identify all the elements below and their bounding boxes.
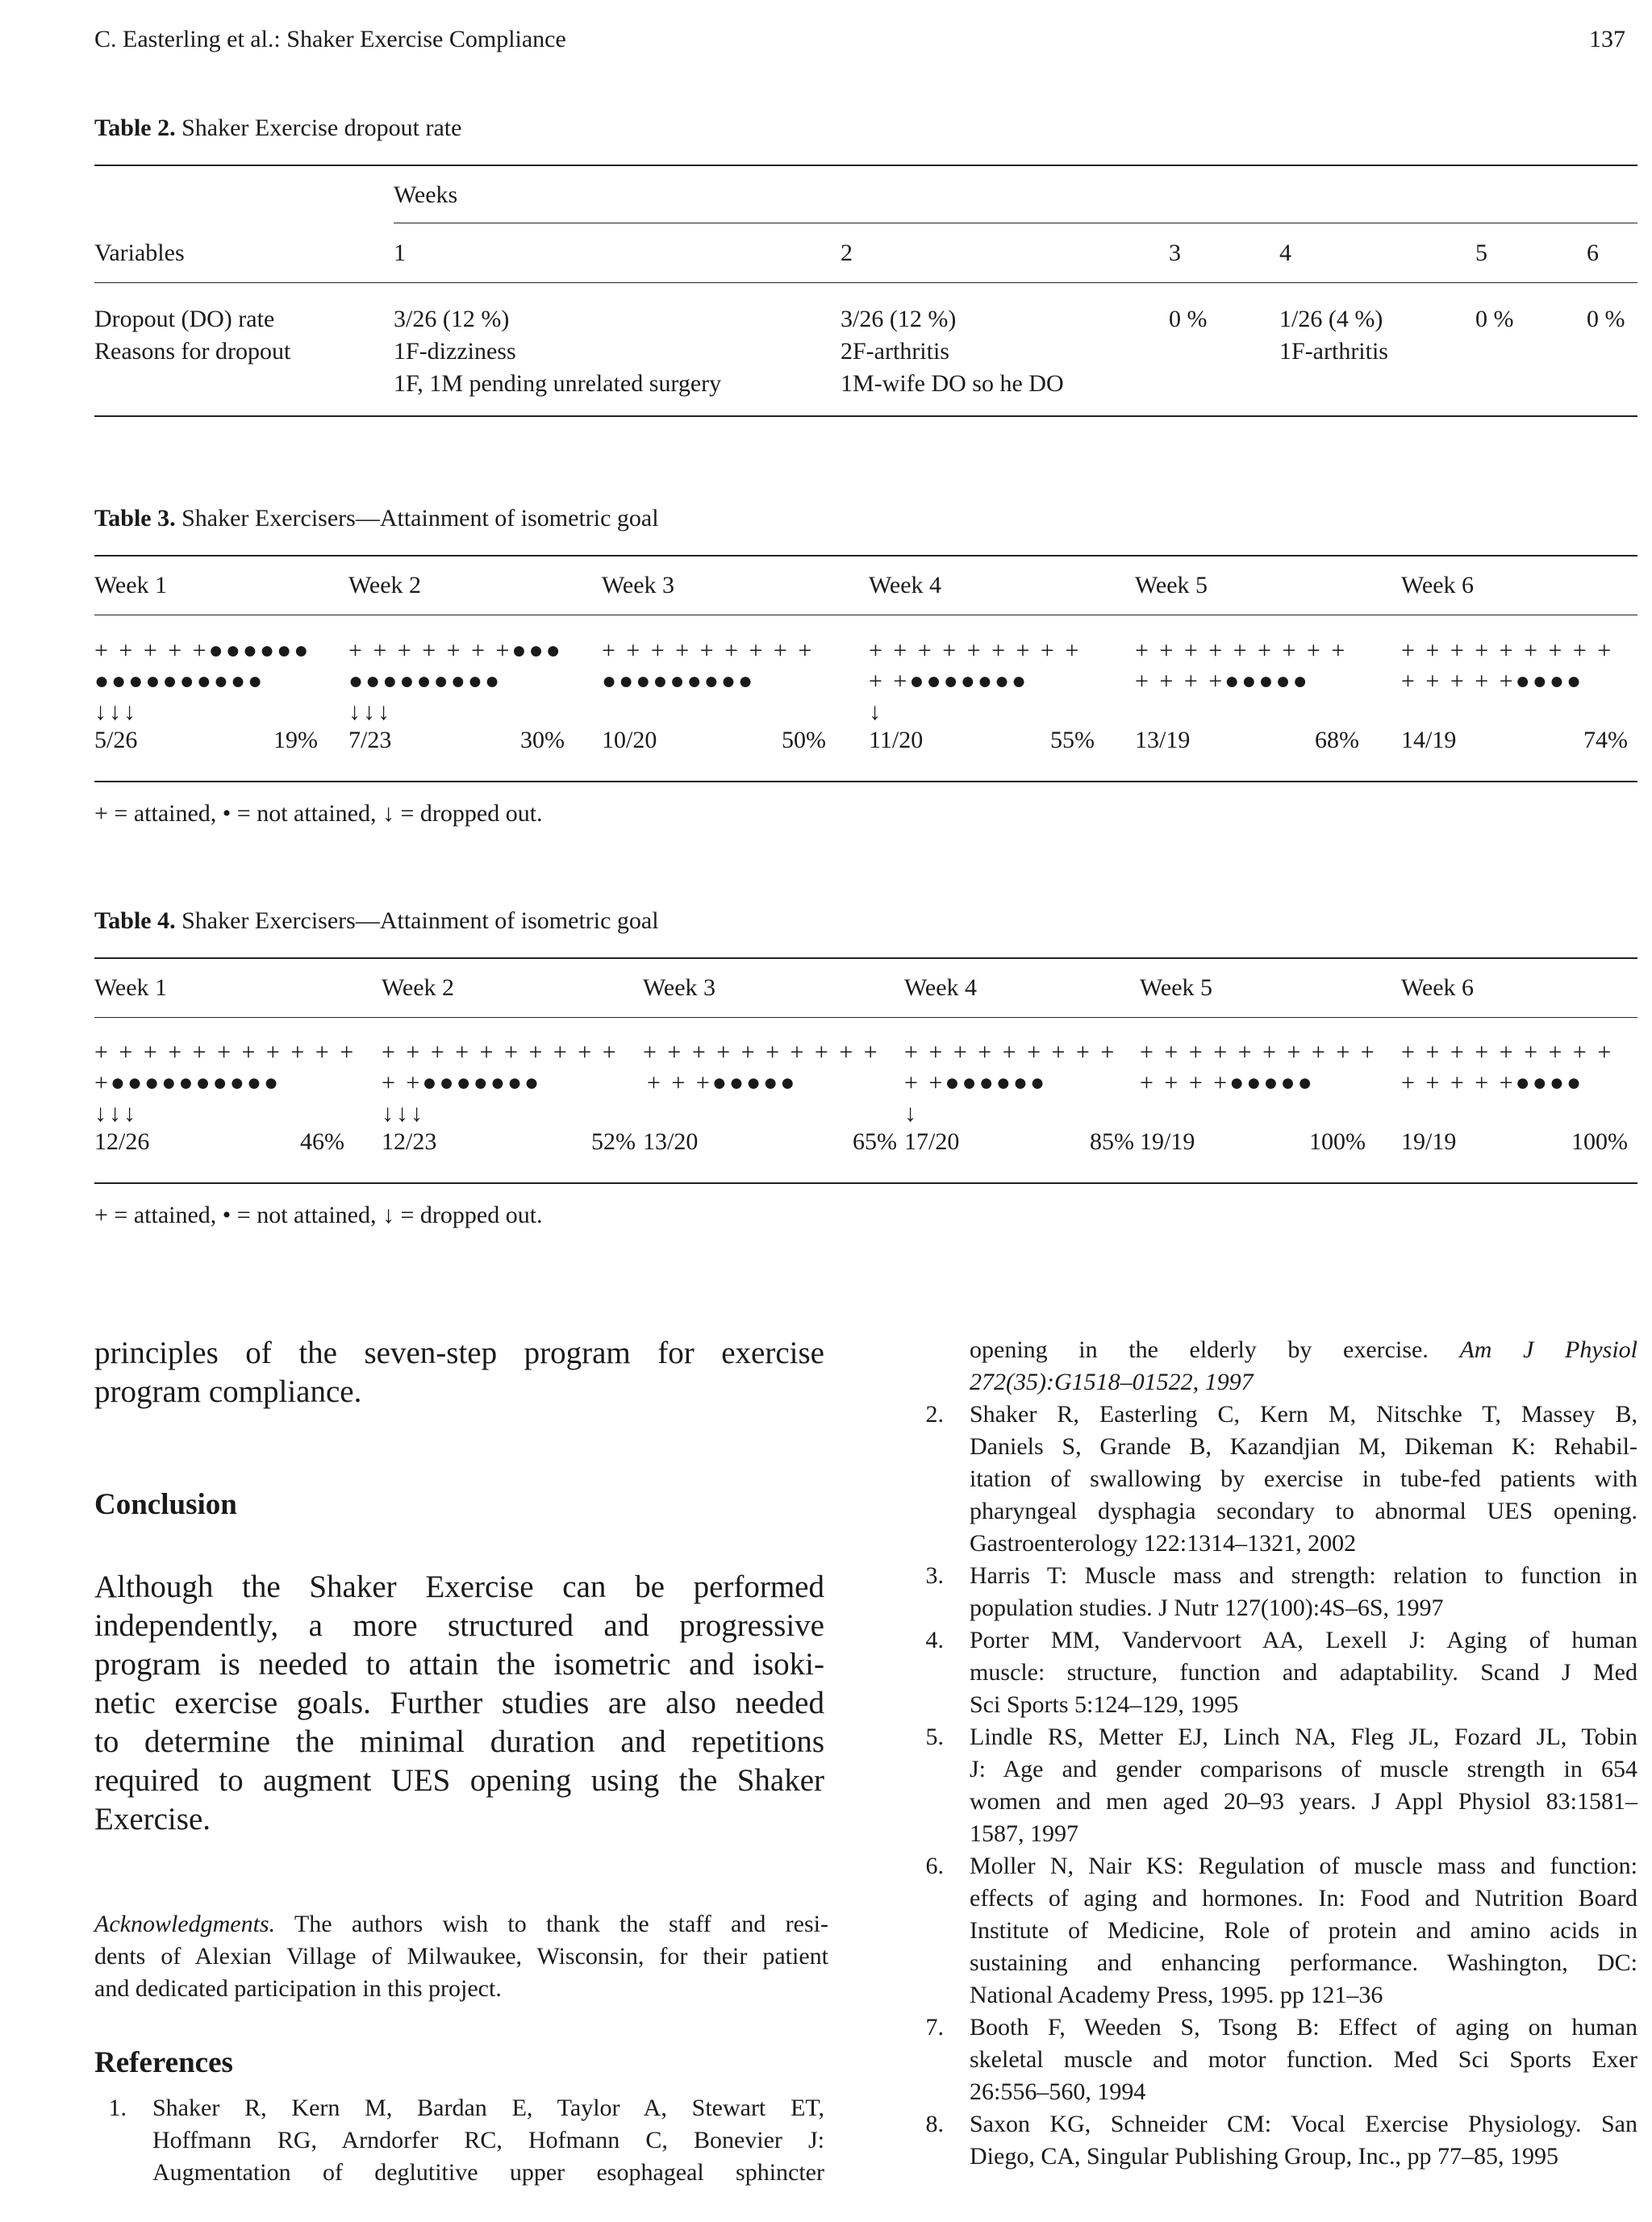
- ref-7-line-2: skeletal muscle and motor function. Med Sci Sports Exer: [970, 2046, 1637, 2073]
- ref-7-line-3: 26:556–560, 1994: [970, 2078, 1146, 2105]
- ref-1-journal: Am J Physiol: [1459, 1336, 1637, 1363]
- table4-week6-header: Week 6: [1401, 974, 1475, 1001]
- conclusion-line-1: Although the Shaker Exercise can be performed: [94, 1570, 824, 1604]
- table4-w6-percent: 100%: [1571, 1128, 1628, 1155]
- table2-top-rule: [94, 165, 1637, 166]
- table2-row1-week3: 0 %: [1169, 306, 1208, 332]
- table3-week3-header: Week 3: [602, 572, 675, 598]
- table4-w2-percent: 52%: [591, 1128, 636, 1155]
- ref-5-line-4: 1587, 1997: [970, 1820, 1078, 1847]
- ref-4-line-2: muscle: structure, function and adaptability. Scand J Med: [970, 1659, 1637, 1686]
- ref-1-cont-line-1: opening in the elderly by exercise.: [970, 1336, 1429, 1363]
- table4-w4-fraction: 17/20: [904, 1128, 960, 1155]
- table4-w1-line2: +●●●●●●●●●●: [94, 1069, 282, 1096]
- table2-week-6: 6: [1587, 240, 1599, 266]
- table2-reason-w1b: 1F, 1M pending unrelated surgery: [394, 370, 722, 397]
- table3-label: Table 3.: [94, 505, 176, 532]
- table4-w4-percent: 85%: [1090, 1128, 1134, 1155]
- table3-w2-dropouts: ↓↓↓: [348, 698, 392, 725]
- ref-4-number: 4.: [925, 1627, 944, 1653]
- ref-3-number: 3.: [925, 1562, 944, 1589]
- table3-w5-line2: + + + +●●●●●: [1135, 668, 1310, 694]
- ref-1-line-1: Shaker R, Kern M, Bardan E, Taylor A, Stewart ET,: [152, 2095, 824, 2121]
- ref-8-line-2: Diego, CA, Singular Publishing Group, Inc., pp 77–85, 1995: [970, 2143, 1558, 2170]
- table2-row1-week5: 0 %: [1475, 306, 1514, 332]
- table2-row1-week6: 0 %: [1587, 306, 1625, 332]
- table2-header-rule: [94, 282, 1637, 283]
- ref-1-line-2: Hoffmann RG, Arndorfer RC, Hofmann C, Bonevier J:: [152, 2127, 824, 2153]
- conclusion-line-4: netic exercise goals. Further studies are also needed: [94, 1686, 824, 1720]
- table4-w3-fraction: 13/20: [643, 1128, 699, 1155]
- ref-6-number: 6.: [925, 1853, 944, 1879]
- table2-reason-w2b: 1M-wife DO so he DO: [841, 370, 1064, 397]
- ref-3-line-2: population studies. J Nutr 127(100):4S–6S, 1997: [970, 1595, 1444, 1621]
- table3-w5-line1: + + + + + + + + +: [1135, 637, 1348, 664]
- conclusion-line-3: program is needed to attain the isometric and isoki-: [94, 1647, 824, 1682]
- table4-w1-dropouts: ↓↓↓: [94, 1100, 138, 1127]
- intro-paragraph: [94, 1334, 824, 1411]
- ref-1-line-3: Augmentation of deglutitive upper esophageal sphincter: [152, 2159, 824, 2186]
- table3-w2-line1: + + + + + + +●●●: [348, 637, 563, 664]
- conclusion-heading: Conclusion: [94, 1488, 237, 1521]
- ref-4-line-1: Porter MM, Vandervoort AA, Lexell J: Aging of human: [970, 1627, 1637, 1653]
- table2-reason-w1a: 1F-dizziness: [394, 338, 516, 365]
- table4-w1-line1: + + + + + + + + + + +: [94, 1039, 357, 1065]
- table2-caption: [94, 115, 461, 142]
- ack-line-3: and dedicated participation in this project.: [94, 1975, 502, 2002]
- conclusion-line-7: Exercise.: [94, 1802, 211, 1836]
- table4-legend: + = attained, • = not attained, ↓ = dropped out.: [94, 1202, 543, 1228]
- ack-line-1: The authors wish to thank the staff and resi-: [294, 1911, 828, 1937]
- ref-2-line-1: Shaker R, Easterling C, Kern M, Nitschke T, Massey B,: [970, 1401, 1637, 1428]
- table4-week2-header: Week 2: [382, 974, 455, 1001]
- table3-w4-dropouts: ↓: [869, 698, 883, 725]
- table4-w1-fraction: 12/26: [94, 1128, 150, 1155]
- ref-6-line-3: Institute of Medicine, Role of protein and amino acids in: [970, 1917, 1637, 1944]
- table3-w1-percent: 19%: [273, 727, 318, 753]
- table3-w1-dropouts: ↓↓↓: [94, 698, 138, 725]
- running-header: C. Easterling et al.: Shaker Exercise Compliance: [94, 26, 566, 52]
- table4-title: Shaker Exercisers—Attainment of isometric goal: [181, 907, 659, 934]
- table3-week1-header: Week 1: [94, 572, 168, 598]
- table4-w2-dropouts: ↓↓↓: [382, 1100, 425, 1127]
- table4-w2-fraction: 12/23: [382, 1128, 437, 1155]
- table3-w3-line1: + + + + + + + + +: [602, 637, 815, 664]
- table3-w2-percent: 30%: [520, 727, 565, 753]
- ref-2-line-2: Daniels S, Grande B, Kazandjian M, Dikeman K: Rehabil-: [970, 1433, 1637, 1460]
- table3-title: Shaker Exercisers—Attainment of isometric goal: [181, 505, 659, 532]
- table3-caption: [94, 505, 659, 532]
- ref-2-line-5: Gastroenterology 122:1314–1321, 2002: [970, 1530, 1357, 1557]
- table2-reason-w2a: 2F-arthritis: [841, 338, 949, 365]
- acknowledgments: [94, 1908, 828, 2005]
- table3-w4-percent: 55%: [1050, 727, 1095, 753]
- intro-line-1: principles of the seven-step program for exercise: [94, 1336, 824, 1370]
- ref-6-line-2: effects of aging and hormones. In: Food and Nutrition Board: [970, 1885, 1637, 1911]
- table2-row1-week1: 3/26 (12 %): [394, 306, 510, 332]
- table3-w3-fraction: 10/20: [602, 727, 657, 753]
- ref-5-line-2: J: Age and gender comparisons of muscle strength in 654: [970, 1756, 1637, 1782]
- table3-w6-percent: 74%: [1583, 727, 1628, 753]
- table3-w2-fraction: 7/23: [348, 727, 392, 753]
- table2-week-5: 5: [1475, 240, 1487, 266]
- table4-w6-fraction: 19/19: [1401, 1128, 1457, 1155]
- table3-w2-line2: ●●●●●●●●●: [348, 668, 503, 694]
- table3-w4-line1: + + + + + + + + +: [869, 637, 1082, 664]
- table2-row1-week4: 1/26 (4 %): [1279, 306, 1383, 332]
- ack-label: Acknowledgments.: [94, 1911, 276, 1937]
- ref-2-line-4: pharyngeal dysphagia secondary to abnormal UES opening.: [970, 1498, 1637, 1524]
- page-number: 137: [1589, 26, 1625, 52]
- table2-row2-label: Reasons for dropout: [94, 338, 291, 365]
- ref-6-line-1: Moller N, Nair KS: Regulation of muscle mass and function:: [970, 1853, 1637, 1879]
- table2-bottom-rule: [94, 415, 1637, 417]
- table4-w6-line2: + + + + +●●●●: [1401, 1069, 1584, 1096]
- table3-w1-fraction: 5/26: [94, 727, 138, 753]
- table2-week-3: 3: [1169, 240, 1181, 266]
- table3-week5-header: Week 5: [1135, 572, 1208, 598]
- intro-line-2: program compliance.: [94, 1374, 362, 1409]
- table3-w1-line1: + + + + +●●●●●●: [94, 637, 311, 664]
- table4-w4-line1: + + + + + + + + +: [904, 1039, 1117, 1065]
- table3-w1-line2: ●●●●●●●●●●: [94, 668, 265, 694]
- table4-week3-header: Week 3: [643, 974, 716, 1001]
- table4-w1-percent: 46%: [300, 1128, 344, 1155]
- ref-5-line-1: Lindle RS, Metter EJ, Linch NA, Fleg JL, Fozard JL, Tobin: [970, 1724, 1637, 1750]
- table3-w6-fraction: 14/19: [1401, 727, 1457, 753]
- table4-w4-line2: + +●●●●●●: [904, 1069, 1048, 1096]
- table4-week4-header: Week 4: [904, 974, 978, 1001]
- table4-label: Table 4.: [94, 907, 176, 934]
- ref-2-number: 2.: [925, 1401, 944, 1428]
- conclusion-line-6: required to augment UES opening using the Shaker: [94, 1763, 824, 1798]
- table4-w6-line1: + + + + + + + + +: [1401, 1039, 1614, 1065]
- table4-week1-header: Week 1: [94, 974, 168, 1001]
- table4-w5-line1: + + + + + + + + + +: [1140, 1039, 1377, 1065]
- table2-week-2: 2: [841, 240, 853, 266]
- table4-w5-line2: + + + +●●●●●: [1140, 1069, 1315, 1096]
- ref-8-line-1: Saxon KG, Schneider CM: Vocal Exercise Physiology. San: [970, 2111, 1637, 2137]
- table2-label: Table 2.: [94, 115, 176, 141]
- ref-5-number: 5.: [925, 1724, 944, 1750]
- table2-week-4: 4: [1279, 240, 1291, 266]
- table3-bottom-rule: [94, 781, 1637, 782]
- table3-w6-line1: + + + + + + + + +: [1401, 637, 1614, 664]
- table2-weeks-label: Weeks: [394, 181, 458, 208]
- table3-week2-header: Week 2: [348, 572, 422, 598]
- table3-week6-header: Week 6: [1401, 572, 1475, 598]
- table3-w4-line2: + +●●●●●●●: [869, 668, 1029, 694]
- table4-top-rule: [94, 957, 1637, 959]
- ref-7-line-1: Booth F, Weeden S, Tsong B: Effect of aging on human: [970, 2014, 1637, 2041]
- ref-1-pages: (35):G1518–01522, 1997: [1006, 1369, 1254, 1395]
- table4-w5-percent: 100%: [1309, 1128, 1366, 1155]
- table3-w3-line2: ●●●●●●●●●: [602, 668, 756, 694]
- table2-row1-label: Dropout (DO) rate: [94, 306, 275, 332]
- table4-bottom-rule: [94, 1182, 1637, 1184]
- ref-1-number: 1.: [108, 2095, 127, 2121]
- table4-w2-line1: + + + + + + + + + +: [382, 1039, 619, 1065]
- ref-8-number: 8.: [925, 2111, 944, 2137]
- table4-week5-header: Week 5: [1140, 974, 1213, 1001]
- table4-header-rule: [94, 1017, 1637, 1018]
- ref-5-line-3: women and men aged 20–93 years. J Appl Physiol 83:1581–: [970, 1788, 1637, 1815]
- table3-w4-fraction: 11/20: [869, 727, 924, 753]
- table3-w3-percent: 50%: [782, 727, 826, 753]
- conclusion-paragraph: [94, 1568, 824, 1839]
- table2-title: Shaker Exercise dropout rate: [181, 115, 462, 141]
- ref-4-line-3: Sci Sports 5:124–129, 1995: [970, 1691, 1239, 1718]
- table2-reason-w4a: 1F-arthritis: [1279, 338, 1388, 365]
- ref-6-line-4: sustaining and enhancing performance. Washington, DC:: [970, 1949, 1637, 1976]
- ref-3-line-1: Harris T: Muscle mass and strength: relation to function in: [970, 1562, 1637, 1589]
- table4-w3-percent: 65%: [853, 1128, 897, 1155]
- ref-2-line-3: itation of swallowing by exercise in tube-fed patients with: [970, 1465, 1637, 1492]
- table4-w3-line1: + + + + + + + + + +: [643, 1039, 880, 1065]
- table3-top-rule: [94, 555, 1637, 557]
- table3-w5-percent: 68%: [1315, 727, 1359, 753]
- ref-1-volume: 272: [970, 1369, 1006, 1395]
- table4-w5-fraction: 19/19: [1140, 1128, 1195, 1155]
- table3-w6-line2: + + + + +●●●●: [1401, 668, 1584, 694]
- table2-week-1: 1: [394, 240, 406, 266]
- table4-w4-dropouts: ↓: [904, 1100, 919, 1127]
- conclusion-line-5: to determine the minimal duration and repetitions: [94, 1724, 824, 1759]
- table2-variables-header: Variables: [94, 240, 185, 266]
- references-heading: References: [94, 2046, 233, 2079]
- table2-row1-week2: 3/26 (12 %): [841, 306, 957, 332]
- table3-w5-fraction: 13/19: [1135, 727, 1191, 753]
- table3-week4-header: Week 4: [869, 572, 942, 598]
- table4-w3-line2: + + +●●●●●: [647, 1069, 798, 1096]
- table4-w2-line2: + +●●●●●●●: [382, 1069, 542, 1096]
- ref-7-number: 7.: [925, 2014, 944, 2041]
- table4-caption: [94, 907, 659, 935]
- ack-line-2: dents of Alexian Village of Milwaukee, Wisconsin, for their patient: [94, 1943, 828, 1970]
- ref-6-line-5: National Academy Press, 1995. pp 121–36: [970, 1982, 1383, 2008]
- conclusion-line-2: independently, a more structured and progressive: [94, 1608, 824, 1643]
- table3-legend: + = attained, • = not attained, ↓ = dropped out.: [94, 800, 543, 827]
